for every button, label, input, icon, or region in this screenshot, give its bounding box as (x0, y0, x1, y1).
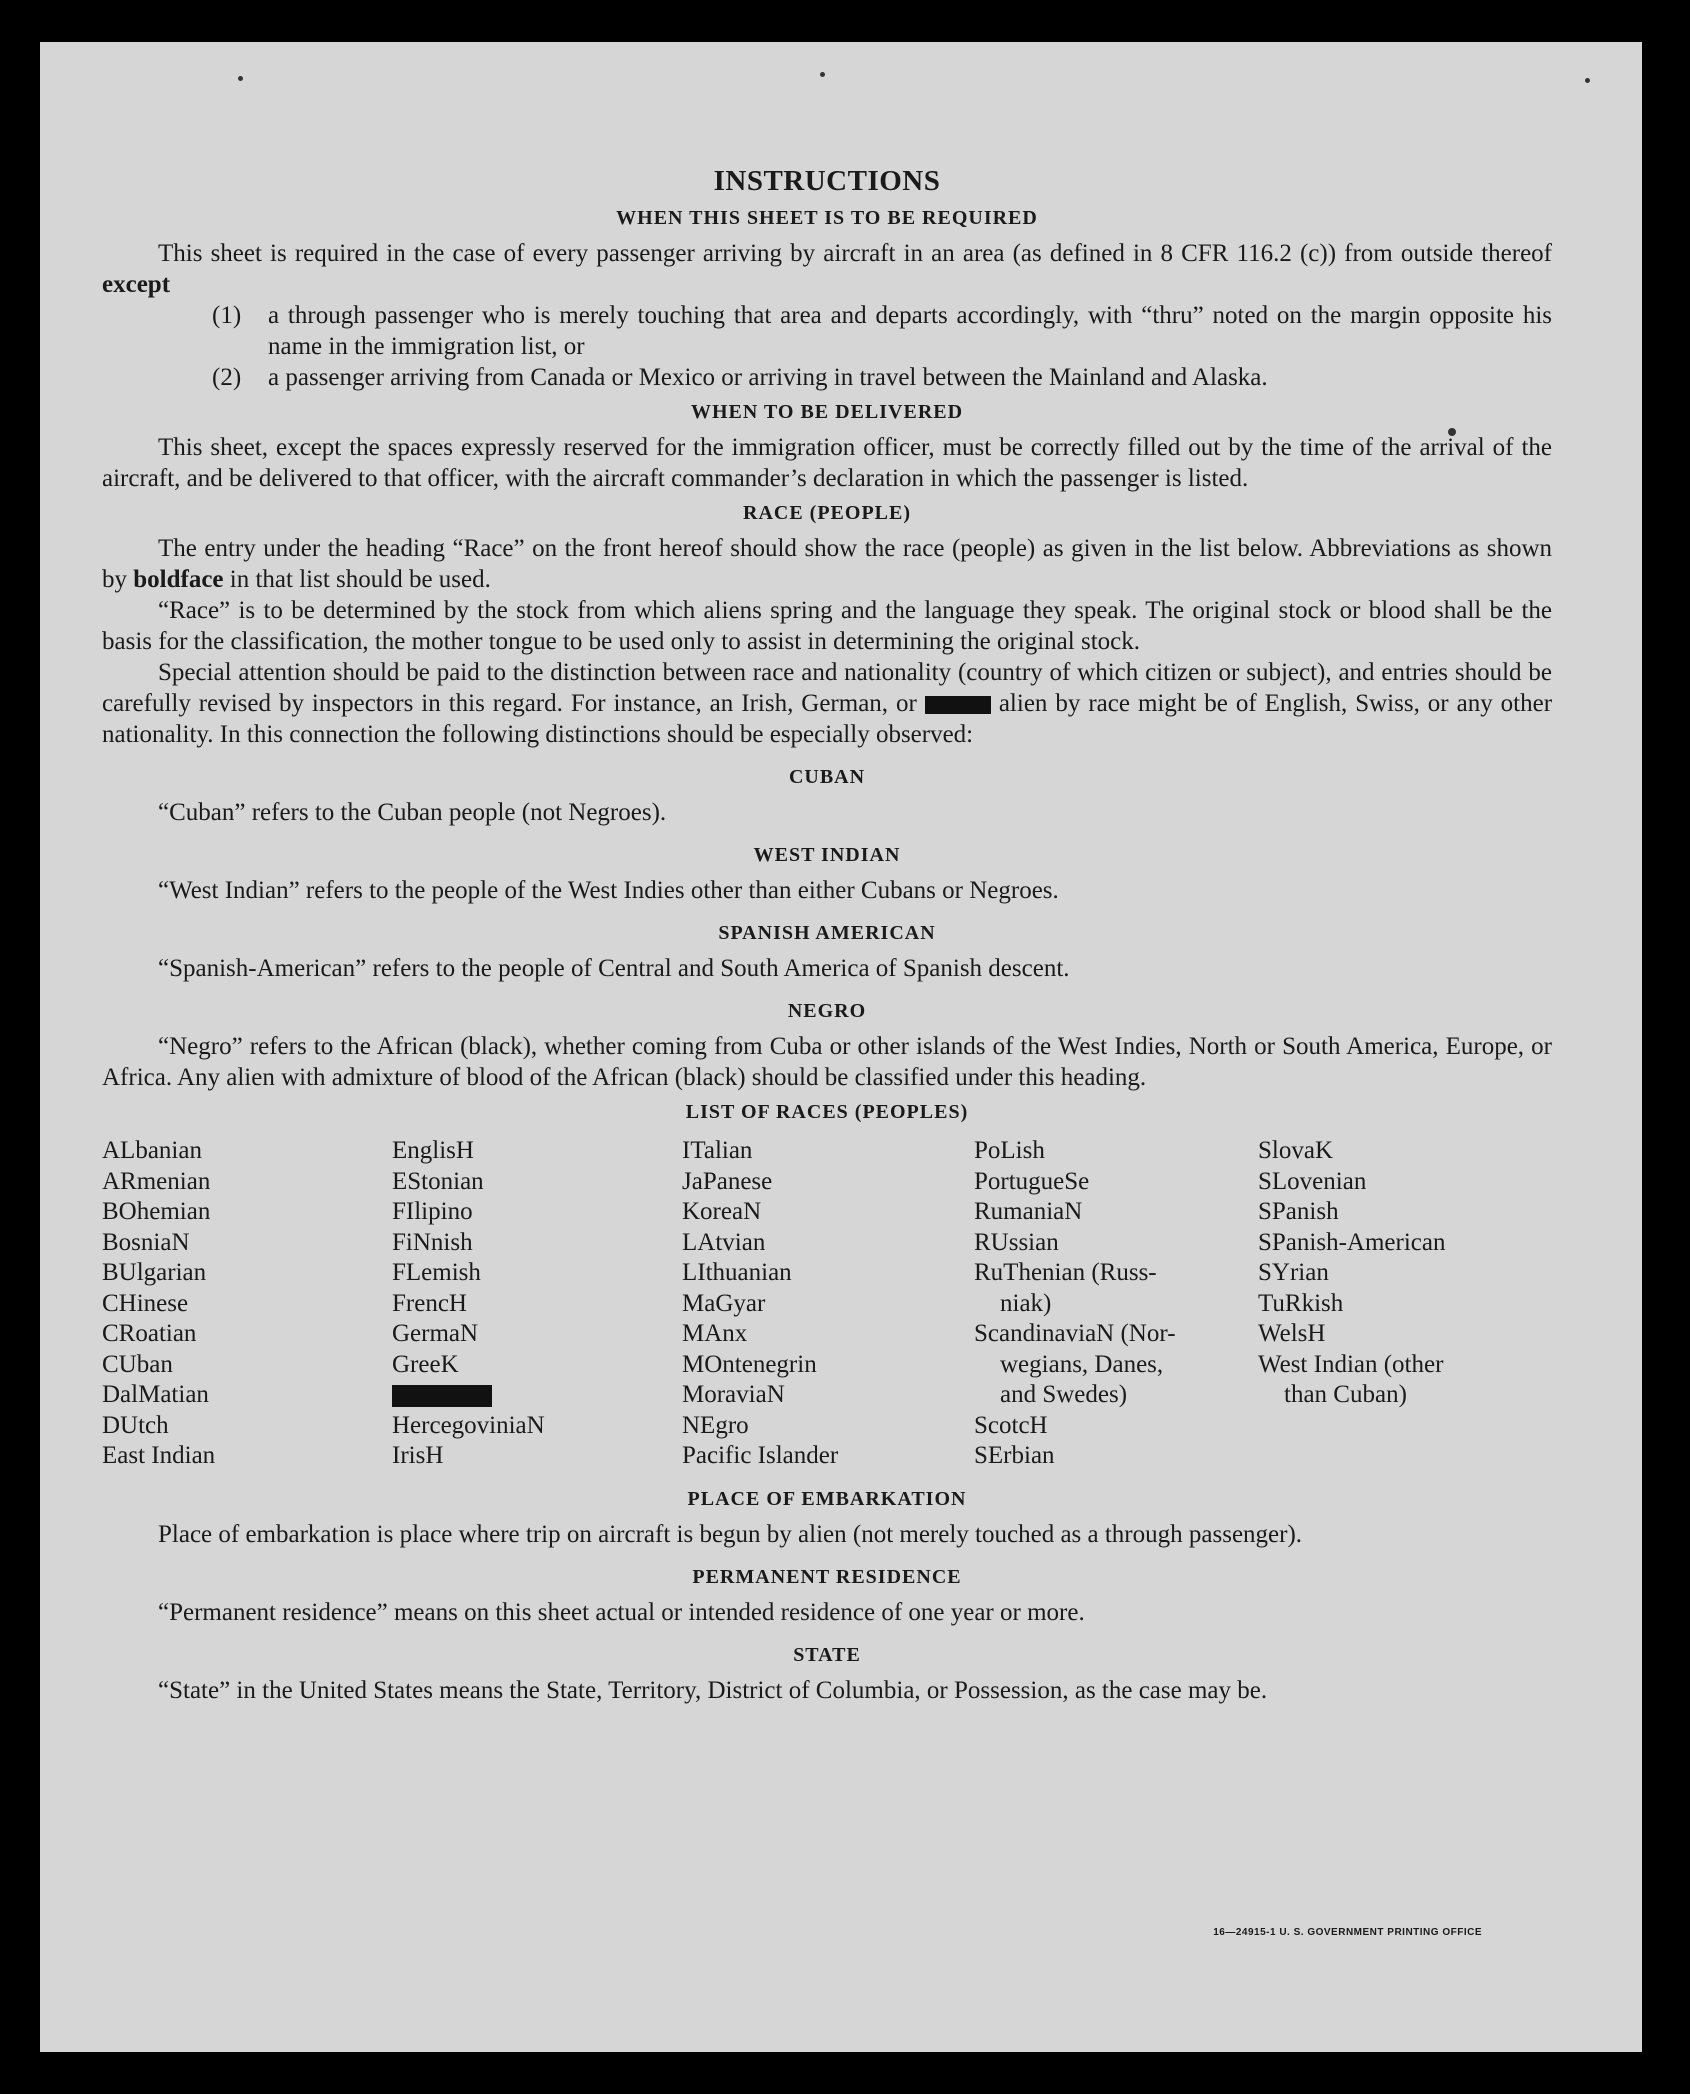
races-column-3 (682, 1136, 974, 1472)
race-entry: SlovaK (1258, 1137, 1333, 1164)
west-indian-text: “West Indian” refers to the people of the West Indies other than either Cubans or Negroes. (158, 877, 1059, 904)
race-entry-continued: than Cuban) (1284, 1381, 1407, 1408)
race-entry: RUssian (974, 1228, 1059, 1256)
race-entry: MAnx (682, 1320, 748, 1347)
race-entry: MOntenegrin (682, 1350, 817, 1378)
race-entry: MaGyar (682, 1289, 766, 1317)
race-entry: GreeK (392, 1350, 459, 1378)
race-entry: ALbanian (102, 1137, 202, 1164)
race-entry: SPanish (1258, 1198, 1339, 1225)
redaction-mark (925, 696, 991, 714)
race-entry: East Indian (102, 1442, 216, 1469)
race-entry: GermaN (392, 1320, 479, 1347)
race-entry: SLovenian (1258, 1167, 1367, 1195)
race-entry: ITalian (682, 1137, 753, 1164)
race-entry: FrencH (392, 1289, 467, 1317)
heading-state: STATE (793, 1643, 861, 1666)
race-entry-continued: wegians, Danes, (1000, 1350, 1164, 1378)
races-column-1 (102, 1136, 392, 1472)
heading-west-indian: WEST INDIAN (753, 844, 901, 866)
race-paragraph-1: The entry under the heading “Race” on the front hereof should show the race (people) as given in the list below. Abbreviations as shown by boldface in that list should be used. (102, 535, 1552, 593)
race-entry: EnglisH (392, 1137, 474, 1164)
except-word: except (102, 271, 171, 298)
race-entry: Pacific Islander (682, 1442, 839, 1469)
race-entry: JaPanese (682, 1167, 773, 1195)
race-entry: LIthuanian (682, 1259, 792, 1286)
race-entry: SErbian (974, 1442, 1055, 1469)
races-list (102, 1136, 1552, 1472)
residence-text: “Permanent residence” means on this sheet actual or intended residence of one year or more. (158, 1598, 1085, 1626)
race-entry: ScotcH (974, 1411, 1048, 1439)
races-column-4 (974, 1136, 1258, 1472)
when-required-intro: This sheet is required in the case of every passenger arriving by aircraft in an area (as defined in 8 CFR 116.2 (c)) from outside thereof except (102, 240, 1552, 298)
heading-race: RACE (PEOPLE) (743, 502, 911, 524)
race-entry: FIlipino (392, 1198, 473, 1225)
state-text: “State” in the United States means the State, Territory, District of Columbia, or Possession, as the case may be. (158, 1676, 1268, 1704)
race-entry: CUban (102, 1350, 173, 1378)
race-entry: TuRkish (1258, 1289, 1344, 1317)
document-sheet (40, 42, 1642, 2052)
race-entry: SYrian (1258, 1259, 1329, 1286)
cuban-text: “Cuban” refers to the Cuban people (not Negroes). (158, 799, 667, 826)
race-entry: LAtvian (682, 1228, 766, 1256)
race-entry: MoraviaN (682, 1381, 785, 1408)
race-entry: NEgro (682, 1411, 749, 1439)
race-entry: DalMatian (102, 1381, 209, 1408)
race-entry: West Indian (other (1258, 1350, 1444, 1378)
race-entry: IrisH (392, 1442, 444, 1469)
race-entry: EStonian (392, 1167, 484, 1195)
race-entry: WelsH (1258, 1320, 1326, 1347)
race-entry: KoreaN (682, 1198, 762, 1225)
heading-permanent-residence: PERMANENT RESIDENCE (692, 1565, 962, 1588)
race-entry: FiNnish (392, 1228, 473, 1256)
race-entry: PoLish (974, 1137, 1045, 1164)
heading-cuban: CUBAN (788, 766, 866, 788)
races-column-5 (1258, 1136, 1538, 1472)
race-paragraph-2: “Race” is to be determined by the stock from which aliens spring and the language they speak. The original stock or blood shall be the basis for the classification, the mother tongue to be used only to assist in determining the original stock. (102, 597, 1552, 655)
when-delivered-text: This sheet, except the spaces expressly reserved for the immigration officer, must be correctly filled out by the time of the arrival of the aircraft, and be delivered to that officer, with the aircraft commander’s declaration in which the passenger is listed. (102, 434, 1552, 492)
race-entry: BOhemian (102, 1198, 211, 1225)
race-entry: RumaniaN (974, 1198, 1083, 1225)
races-column-2 (392, 1136, 682, 1472)
race-entry: BUlgarian (102, 1259, 207, 1286)
race-entry: FLemish (392, 1259, 481, 1286)
race-entry: PortugueSe (974, 1167, 1090, 1195)
printing-office-code: 16—24915-1 U. S. GOVERNMENT PRINTING OFFICE (1213, 1927, 1482, 1938)
list-item-2: (2) a passenger arriving from Canada or Mexico or arriving in travel between the Mainland and Alaska. (212, 364, 1268, 391)
heading-negro: NEGRO (787, 1000, 867, 1022)
race-entry: SPanish-American (1258, 1228, 1446, 1256)
instructions-content (102, 166, 1552, 1706)
negro-text: “Negro” refers to the African (black), whether coming from Cuba or other islands of the West Indies, North or South America, Europe, or Africa. Any alien with admixture of blood of the African (black) should be classified under this heading. (102, 1033, 1552, 1091)
race-entry: ScandinaviaN (Nor- (974, 1320, 1176, 1347)
race-paragraph-3: Special attention should be paid to the distinction between race and nationality (country of which citizen or subject), and entries should be carefully revised by inspectors in this regard. For instance, an Irish, German, or alien by race might be of English, Swiss, or any other nationality. In this connection the following distinctions should be especially observed: (102, 659, 1553, 748)
race-entry: HercegoviniaN (392, 1411, 545, 1439)
page-title: INSTRUCTIONS (713, 165, 941, 197)
speck (1585, 78, 1590, 83)
speck (820, 72, 825, 77)
list-item-1: (1) a through passenger who is merely touching that area and departs accordingly, with “thru” noted on the margin opposite his name in the immigration list, or (212, 302, 1552, 360)
race-entry: CRoatian (102, 1320, 197, 1347)
embarkation-text: Place of embarkation is place where trip on aircraft is begun by alien (not merely touched as a through passenger). (158, 1520, 1303, 1548)
heading-embarkation: PLACE OF EMBARKATION (687, 1487, 967, 1510)
race-entry-continued: and Swedes) (1000, 1381, 1128, 1408)
race-entry: RuThenian (Russ- (974, 1259, 1157, 1286)
heading-when-required: WHEN THIS SHEET IS TO BE REQUIRED (616, 207, 1038, 229)
redaction-mark (392, 1385, 492, 1407)
race-entry: DUtch (102, 1411, 169, 1439)
race-entry: ARmenian (102, 1167, 211, 1195)
heading-when-delivered: WHEN TO BE DELIVERED (690, 401, 964, 423)
race-entry: BosniaN (102, 1228, 190, 1256)
spanish-american-text: “Spanish-American” refers to the people of Central and South America of Spanish descent. (158, 955, 1070, 982)
race-entry-redacted (392, 1380, 682, 1411)
heading-list-of-races: LIST OF RACES (PEOPLES) (685, 1101, 969, 1123)
race-entry: CHinese (102, 1289, 189, 1317)
race-entry-continued: niak) (1000, 1289, 1052, 1317)
heading-spanish-american: SPANISH AMERICAN (718, 922, 936, 944)
speck (238, 76, 243, 81)
